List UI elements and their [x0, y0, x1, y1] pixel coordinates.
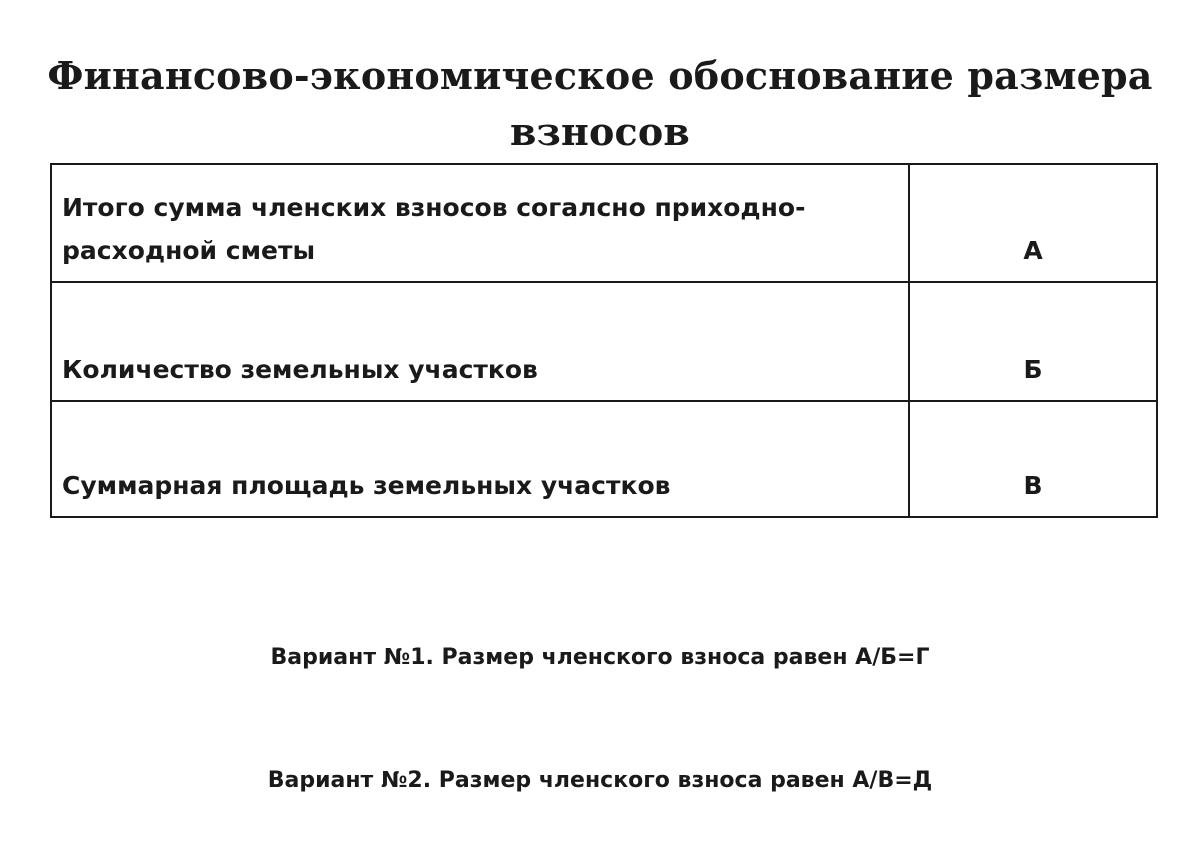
table-row	[51, 401, 1157, 517]
variant-2-text: Вариант №2. Размер членского взноса равен А/В=Д	[267, 768, 933, 793]
variant-1-text: Вариант №1. Размер членского взноса равен А/Б=Г	[270, 645, 930, 670]
calculation-table	[50, 163, 1158, 518]
row-label: Суммарная площадь земельных участков	[51, 401, 909, 517]
row-symbol: Б	[909, 282, 1157, 401]
page-title	[0, 48, 1200, 160]
row-symbol: А	[909, 164, 1157, 282]
row-label: Итого сумма членских взносов согалсно приходно-расходной сметы	[51, 164, 909, 282]
row-symbol: В	[909, 401, 1157, 517]
table-row	[51, 164, 1157, 282]
row-label: Количество земельных участков	[51, 282, 909, 401]
page-title-line-1: Финансово-экономическое обоснование размера	[47, 53, 1153, 98]
table-row	[51, 282, 1157, 401]
page-title-line-2: взносов	[509, 109, 691, 154]
